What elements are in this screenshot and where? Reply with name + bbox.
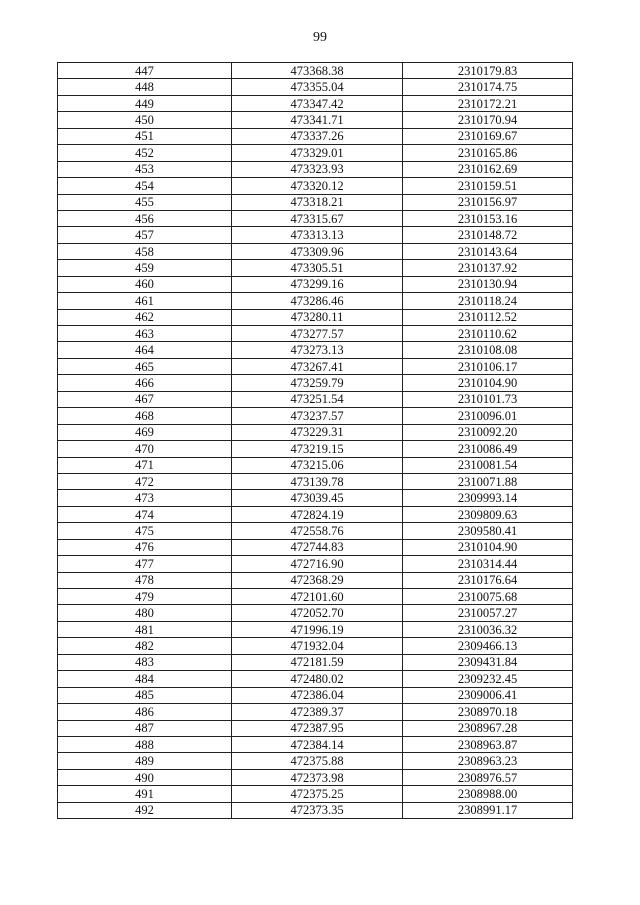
point-number-cell: 481 <box>58 621 232 637</box>
y-coordinate-cell: 2309466.13 <box>403 638 573 654</box>
y-coordinate-cell: 2310104.90 <box>403 375 573 391</box>
x-coordinate-cell: 473329.01 <box>232 145 403 161</box>
table-row <box>58 786 573 802</box>
table-row <box>58 621 573 637</box>
table-row <box>58 375 573 391</box>
x-coordinate-cell: 472375.88 <box>232 753 403 769</box>
x-coordinate-cell: 473315.67 <box>232 210 403 226</box>
table-row <box>58 408 573 424</box>
table-row <box>58 589 573 605</box>
table-row <box>58 753 573 769</box>
y-coordinate-cell: 2310071.88 <box>403 473 573 489</box>
page-number: 99 <box>313 30 327 45</box>
y-coordinate-cell: 2310165.86 <box>403 145 573 161</box>
table-row <box>58 457 573 473</box>
y-coordinate-cell: 2310036.32 <box>403 621 573 637</box>
y-coordinate-cell: 2310162.69 <box>403 161 573 177</box>
table-row <box>58 243 573 259</box>
point-number-cell: 454 <box>58 178 232 194</box>
y-coordinate-cell: 2309809.63 <box>403 506 573 522</box>
y-coordinate-cell: 2310159.51 <box>403 178 573 194</box>
point-number-cell: 465 <box>58 358 232 374</box>
point-number-cell: 487 <box>58 720 232 736</box>
x-coordinate-cell: 473347.42 <box>232 95 403 111</box>
point-number-cell: 464 <box>58 342 232 358</box>
point-number-cell: 468 <box>58 408 232 424</box>
x-coordinate-cell: 473286.46 <box>232 293 403 309</box>
point-number-cell: 475 <box>58 523 232 539</box>
table-row <box>58 276 573 292</box>
point-number-cell: 472 <box>58 473 232 489</box>
x-coordinate-cell: 473355.04 <box>232 79 403 95</box>
x-coordinate-cell: 472384.14 <box>232 736 403 752</box>
y-coordinate-cell: 2310081.54 <box>403 457 573 473</box>
table-row <box>58 441 573 457</box>
point-number-cell: 469 <box>58 424 232 440</box>
table-row <box>58 687 573 703</box>
x-coordinate-cell: 473323.93 <box>232 161 403 177</box>
point-number-cell: 474 <box>58 506 232 522</box>
point-number-cell: 492 <box>58 802 232 818</box>
table-row <box>58 654 573 670</box>
x-coordinate-cell: 473309.96 <box>232 243 403 259</box>
y-coordinate-cell: 2310153.16 <box>403 210 573 226</box>
point-number-cell: 449 <box>58 95 232 111</box>
point-number-cell: 477 <box>58 556 232 572</box>
coordinate-table <box>57 62 573 819</box>
table-row <box>58 490 573 506</box>
y-coordinate-cell: 2310108.08 <box>403 342 573 358</box>
point-number-cell: 488 <box>58 736 232 752</box>
table-row <box>58 161 573 177</box>
x-coordinate-cell: 473313.13 <box>232 227 403 243</box>
x-coordinate-cell: 472389.37 <box>232 704 403 720</box>
point-number-cell: 483 <box>58 654 232 670</box>
y-coordinate-cell: 2308988.00 <box>403 786 573 802</box>
y-coordinate-cell: 2310086.49 <box>403 441 573 457</box>
table-row <box>58 473 573 489</box>
y-coordinate-cell: 2308963.87 <box>403 736 573 752</box>
point-number-cell: 467 <box>58 391 232 407</box>
table-row <box>58 95 573 111</box>
point-number-cell: 447 <box>58 63 232 79</box>
y-coordinate-cell: 2310106.17 <box>403 358 573 374</box>
y-coordinate-cell: 2309993.14 <box>403 490 573 506</box>
x-coordinate-cell: 473273.13 <box>232 342 403 358</box>
point-number-cell: 458 <box>58 243 232 259</box>
y-coordinate-cell: 2310096.01 <box>403 408 573 424</box>
table-row <box>58 210 573 226</box>
point-number-cell: 463 <box>58 326 232 342</box>
y-coordinate-cell: 2308976.57 <box>403 769 573 785</box>
x-coordinate-cell: 472368.29 <box>232 572 403 588</box>
y-coordinate-cell: 2309431.84 <box>403 654 573 670</box>
x-coordinate-cell: 472558.76 <box>232 523 403 539</box>
table-row <box>58 572 573 588</box>
table-row <box>58 769 573 785</box>
y-coordinate-cell: 2310156.97 <box>403 194 573 210</box>
x-coordinate-cell: 472744.83 <box>232 539 403 555</box>
x-coordinate-cell: 472480.02 <box>232 671 403 687</box>
point-number-cell: 486 <box>58 704 232 720</box>
y-coordinate-cell: 2310179.83 <box>403 63 573 79</box>
point-number-cell: 476 <box>58 539 232 555</box>
y-coordinate-cell: 2309232.45 <box>403 671 573 687</box>
x-coordinate-cell: 472181.59 <box>232 654 403 670</box>
y-coordinate-cell: 2310057.27 <box>403 605 573 621</box>
x-coordinate-cell: 472373.35 <box>232 802 403 818</box>
y-coordinate-cell: 2310174.75 <box>403 79 573 95</box>
table-row <box>58 293 573 309</box>
table-row <box>58 309 573 325</box>
table-row <box>58 63 573 79</box>
point-number-cell: 452 <box>58 145 232 161</box>
y-coordinate-cell: 2308970.18 <box>403 704 573 720</box>
y-coordinate-cell: 2310143.64 <box>403 243 573 259</box>
x-coordinate-cell: 472386.04 <box>232 687 403 703</box>
table-row <box>58 260 573 276</box>
x-coordinate-cell: 472052.70 <box>232 605 403 621</box>
point-number-cell: 470 <box>58 441 232 457</box>
table-row <box>58 704 573 720</box>
table-row <box>58 391 573 407</box>
y-coordinate-cell: 2310092.20 <box>403 424 573 440</box>
point-number-cell: 471 <box>58 457 232 473</box>
point-number-cell: 482 <box>58 638 232 654</box>
table-row <box>58 326 573 342</box>
x-coordinate-cell: 473320.12 <box>232 178 403 194</box>
table-row <box>58 358 573 374</box>
point-number-cell: 456 <box>58 210 232 226</box>
x-coordinate-cell: 473267.41 <box>232 358 403 374</box>
x-coordinate-cell: 473341.71 <box>232 112 403 128</box>
point-number-cell: 462 <box>58 309 232 325</box>
point-number-cell: 485 <box>58 687 232 703</box>
point-number-cell: 457 <box>58 227 232 243</box>
table-row <box>58 539 573 555</box>
table-row <box>58 112 573 128</box>
point-number-cell: 461 <box>58 293 232 309</box>
y-coordinate-cell: 2310112.52 <box>403 309 573 325</box>
x-coordinate-cell: 473237.57 <box>232 408 403 424</box>
table-row <box>58 556 573 572</box>
point-number-cell: 473 <box>58 490 232 506</box>
table-row <box>58 671 573 687</box>
y-coordinate-cell: 2310104.90 <box>403 539 573 555</box>
y-coordinate-cell: 2310075.68 <box>403 589 573 605</box>
y-coordinate-cell: 2308963.23 <box>403 753 573 769</box>
table-row <box>58 178 573 194</box>
point-number-cell: 489 <box>58 753 232 769</box>
table-row <box>58 638 573 654</box>
x-coordinate-cell: 473219.15 <box>232 441 403 457</box>
y-coordinate-cell: 2308967.28 <box>403 720 573 736</box>
table-row <box>58 523 573 539</box>
y-coordinate-cell: 2310137.92 <box>403 260 573 276</box>
x-coordinate-cell: 473259.79 <box>232 375 403 391</box>
x-coordinate-cell: 473039.45 <box>232 490 403 506</box>
y-coordinate-cell: 2310172.21 <box>403 95 573 111</box>
x-coordinate-cell: 473251.54 <box>232 391 403 407</box>
x-coordinate-cell: 473305.51 <box>232 260 403 276</box>
point-number-cell: 455 <box>58 194 232 210</box>
point-number-cell: 490 <box>58 769 232 785</box>
point-number-cell: 450 <box>58 112 232 128</box>
table-row <box>58 720 573 736</box>
y-coordinate-cell: 2310169.67 <box>403 128 573 144</box>
point-number-cell: 460 <box>58 276 232 292</box>
point-number-cell: 466 <box>58 375 232 391</box>
x-coordinate-cell: 472373.98 <box>232 769 403 785</box>
table-row <box>58 506 573 522</box>
point-number-cell: 479 <box>58 589 232 605</box>
table-row <box>58 802 573 818</box>
y-coordinate-cell: 2309580.41 <box>403 523 573 539</box>
point-number-cell: 478 <box>58 572 232 588</box>
y-coordinate-cell: 2310110.62 <box>403 326 573 342</box>
y-coordinate-cell: 2310170.94 <box>403 112 573 128</box>
y-coordinate-cell: 2310118.24 <box>403 293 573 309</box>
coordinate-table-body <box>58 63 573 819</box>
table-row <box>58 736 573 752</box>
point-number-cell: 484 <box>58 671 232 687</box>
x-coordinate-cell: 471932.04 <box>232 638 403 654</box>
x-coordinate-cell: 473337.26 <box>232 128 403 144</box>
point-number-cell: 459 <box>58 260 232 276</box>
y-coordinate-cell: 2310148.72 <box>403 227 573 243</box>
x-coordinate-cell: 473318.21 <box>232 194 403 210</box>
point-number-cell: 453 <box>58 161 232 177</box>
x-coordinate-cell: 473368.38 <box>232 63 403 79</box>
point-number-cell: 491 <box>58 786 232 802</box>
x-coordinate-cell: 472716.90 <box>232 556 403 572</box>
table-row <box>58 227 573 243</box>
y-coordinate-cell: 2310130.94 <box>403 276 573 292</box>
table-row <box>58 342 573 358</box>
point-number-cell: 480 <box>58 605 232 621</box>
table-row <box>58 605 573 621</box>
y-coordinate-cell: 2310176.64 <box>403 572 573 588</box>
x-coordinate-cell: 472101.60 <box>232 589 403 605</box>
x-coordinate-cell: 472375.25 <box>232 786 403 802</box>
y-coordinate-cell: 2308991.17 <box>403 802 573 818</box>
y-coordinate-cell: 2310314.44 <box>403 556 573 572</box>
point-number-cell: 448 <box>58 79 232 95</box>
table-row <box>58 424 573 440</box>
x-coordinate-cell: 472824.19 <box>232 506 403 522</box>
point-number-cell: 451 <box>58 128 232 144</box>
x-coordinate-cell: 473139.78 <box>232 473 403 489</box>
x-coordinate-cell: 472387.95 <box>232 720 403 736</box>
table-row <box>58 128 573 144</box>
x-coordinate-cell: 471996.19 <box>232 621 403 637</box>
x-coordinate-cell: 473299.16 <box>232 276 403 292</box>
x-coordinate-cell: 473280.11 <box>232 309 403 325</box>
y-coordinate-cell: 2309006.41 <box>403 687 573 703</box>
x-coordinate-cell: 473215.06 <box>232 457 403 473</box>
table-row <box>58 194 573 210</box>
y-coordinate-cell: 2310101.73 <box>403 391 573 407</box>
x-coordinate-cell: 473277.57 <box>232 326 403 342</box>
table-row <box>58 145 573 161</box>
table-row <box>58 79 573 95</box>
x-coordinate-cell: 473229.31 <box>232 424 403 440</box>
